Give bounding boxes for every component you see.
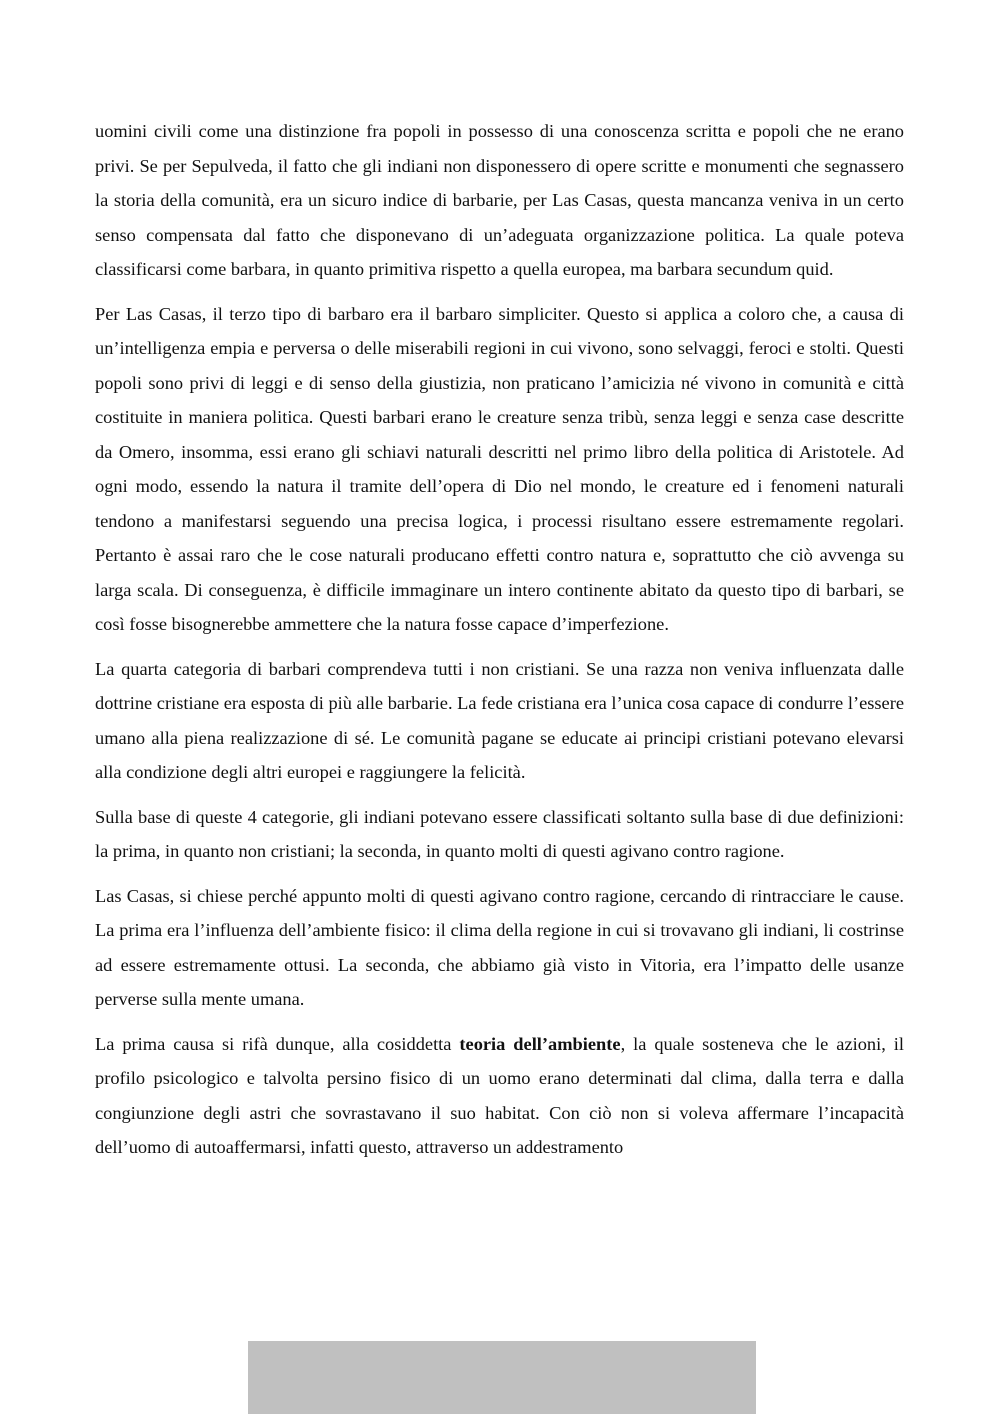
paragraph-6-end: , la quale sosteneva che le azioni, il profilo psicologico e talvolta persino fisico di un uomo erano determinati dal clima, dalla terra e dalla congiunzione degli astri che sovrastavano il suo habitat. Con ciò non si voleva affermare l’incapacità dell’uomo di autoaffermarsi, infatti questo, attraverso un addestramento <box>95 1033 905 1157</box>
body-text <box>95 114 904 1175</box>
paragraph-6-start: La prima causa si rifà dunque, alla cosiddetta <box>95 1033 460 1054</box>
footer-placeholder-bar <box>248 1341 756 1414</box>
paragraph-5: Las Casas, si chiese perché appunto molti di questi agivano contro ragione, cercando di rintracciare le cause. La prima era l’influenza dell’ambiente fisico: il clima della regione in cui si trovavano gli indiani, li costrinse ad essere estremamente ottusi. La seconda, che abbiamo già visto in Vitoria, era l’impatto delle usanze perverse sulla mente umana. <box>95 885 904 1009</box>
paragraph-1: uomini civili come una distinzione fra popoli in possesso di una conoscenza scritta e popoli che ne erano privi. Se per Sepulveda, il fatto che gli indiani non disponessero di opere scritte e monumenti che segnassero la storia della comunità, era un sicuro indice di barbarie, per Las Casas, questa mancanza veniva in un certo senso compensata dal fatto che disponevano di un’adeguata organizzazione politica. La quale poteva classificarsi come barbara, in quanto primitiva rispetto a quella europea, ma barbara secundum quid. <box>95 121 904 279</box>
paragraph-4: Sulla base di queste 4 categorie, gli indiani potevano essere classificati soltanto sulla base di due definizioni: la prima, in quanto non cristiani; la seconda, in quanto molti di questi agivano contro ragione. <box>95 806 904 861</box>
paragraph-3: La quarta categoria di barbari comprendeva tutti i non cristiani. Se una razza non veniva influenzata dalle dottrine cristiane era esposta di più alle barbarie. La fede cristiana era l’unica cosa capace di condurre l’essere umano alla piena realizzazione di sé. Le comunità pagane se educate ai principi cristiani potevano elevarsi alla condizione degli altri europei e raggiungere la felicità. <box>95 658 904 782</box>
bold-term: teoria dell’ambiente <box>459 1033 621 1054</box>
paragraph-6 <box>95 1027 904 1165</box>
paragraph-2: Per Las Casas, il terzo tipo di barbaro era il barbaro simpliciter. Questo si applica a coloro che, a causa di un’intelligenza empia e perversa o delle miserabili regioni in cui vivono, sono selvaggi, feroci e stolti. Questi popoli sono privi di leggi e di senso della giustizia, non praticano l’amicizia né vivono in comunità e città costituite in maniera politica. Questi barbari erano le creature senza tribù, senza leggi e senza case descritte da Omero, insomma, essi erano gli schiavi naturali descritti nel primo libro della politica di Aristotele. Ad ogni modo, essendo la natura il tramite dell’opera di Dio nel mondo, le creature ed i fenomeni naturali tendono a manifestarsi seguendo una precisa logica, i processi risultano essere estremamente regolari. Pertanto è assai raro che le cose naturali producano effetti contro natura e, soprattutto che ciò avvenga su larga scala. Di conseguenza, è difficile immaginare un intero continente abitato da questo tipo di barbari, se così fosse bisognerebbe ammettere che la natura fosse capace d’imperfezione. <box>95 303 904 634</box>
